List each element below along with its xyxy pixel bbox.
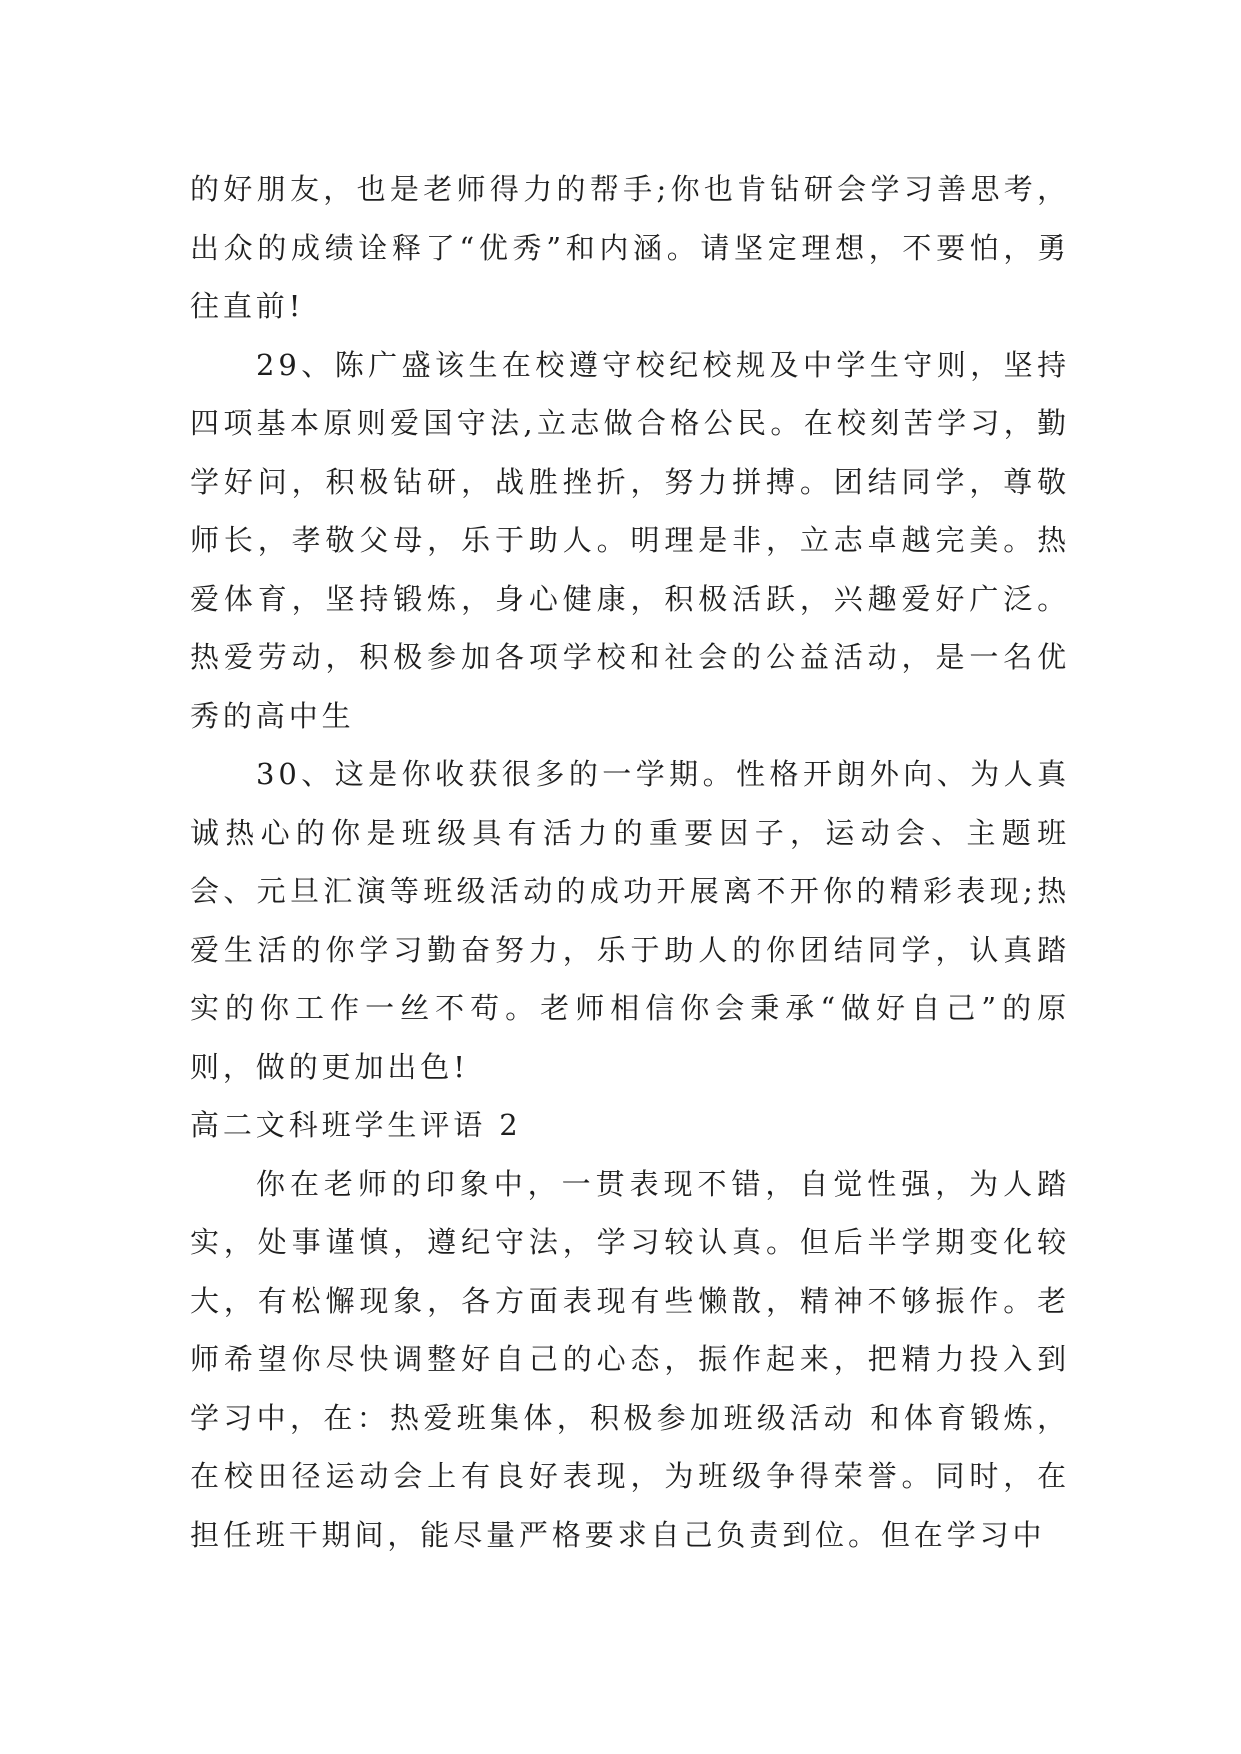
section-heading: 高二文科班学生评语 2 <box>190 1108 522 1142</box>
paragraph-comment-30: 30、这是你收获很多的一学期。性格开朗外向、为人真诚热心的你是班级具有活力的重要因子，运动会、主题班会、元旦汇演等班级活动的成功开展离不开你的精彩表现;热爱生活的你学习勤奋努力，乐于助人的你团结同学，认真踏实的你工作一丝不苟。老师相信你会秉承“做好自己”的原则，做的更加出色! <box>190 757 1070 1084</box>
paragraph-section-2-comment: 你在老师的印象中，一贯表现不错，自觉性强，为人踏实，处事谨慎，遵纪守法，学习较认真。但后半学期变化较大，有松懈现象，各方面表现有些懒散，精神不够振作。老师希望你尽快调整好自己的心态，振作起来，把精力投入到学习中，在：热爱班集体，积极参加班级活动 和体育锻炼，在校田径运动会上有良好表现，为班级争得荣誉。同时，在担任班干期间，能尽量严格要求自己负责到位。但在学习中 <box>190 1166 1070 1552</box>
paragraph-comment-29: 29、陈广盛该生在校遵守校纪校规及中学生守则，坚持四项基本原则爱国守法,立志做合格公民。在校刻苦学习，勤学好问，积极钻研，战胜挫折，努力拼搏。团结同学，尊敬师长，孝敬父母，乐于助人。明理是非，立志卓越完美。热爱体育，坚持锻炼，身心健康，积极活跃，兴趣爱好广泛。热爱劳动，积极参加各项学校和社会的公益活动，是一名优秀的高中生 <box>190 347 1070 733</box>
paragraph-continuation: 的好朋友，也是老师得力的帮手;你也肯钻研会学习善思考，出众的成绩诠释了“优秀”和内涵。请坚定理想，不要怕，勇往直前! <box>190 172 1070 323</box>
document-body <box>190 160 1070 1564</box>
